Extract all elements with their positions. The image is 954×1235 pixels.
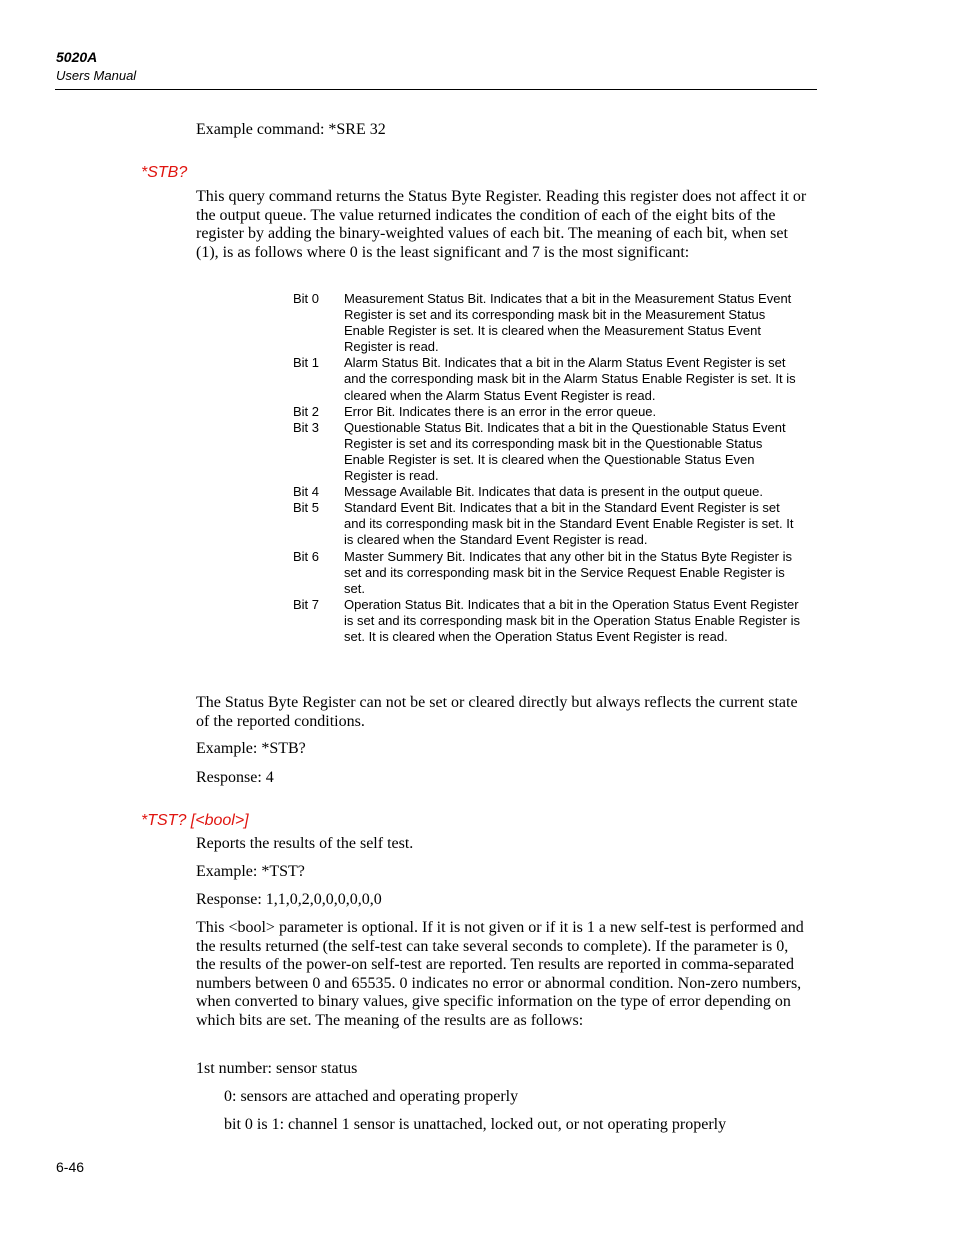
stb-note: The Status Byte Register can not be set or cleared directly but always reflects the current state of the reported conditions.: [196, 694, 798, 730]
bit-description: Questionable Status Bit. Indicates that a bit in the Questionable Status Event Register is set and its corresponding mask bit in the Questionable Status Enable Register is set. It is cleared when the Questionable Status Even Register is read.: [344, 419, 786, 484]
bit-description: Alarm Status Bit. Indicates that a bit in the Alarm Status Event Register is set and the corresponding mask bit in the Alarm Status Enable Register is set. It is cleared when the Alarm Status Event Register is read.: [344, 355, 796, 403]
stb-response: Response: 4: [196, 769, 274, 786]
page-header-model: 5020A: [56, 49, 98, 65]
bit-item: [293, 597, 803, 645]
bit-item: [293, 404, 803, 420]
tst-sub-item-1: bit 0 is 1: channel 1 sensor is unattached, locked out, or not operating properly: [224, 1116, 727, 1133]
tst-intro: Reports the results of the self test.: [196, 835, 414, 852]
bit-description: Standard Event Bit. Indicates that a bit in the Standard Event Register is set and its corresponding mask bit in the Standard Event Enable Register is set. It is cleared when the Standard Event Register is read.: [344, 500, 794, 548]
bit-description: Operation Status Bit. Indicates that a bit in the Operation Status Event Register is set and its corresponding mask bit in the Operation Status Enable Register is set. It is cleared when the Operation Status Event Register is read.: [344, 596, 800, 644]
stb-intro: This query command returns the Status Byte Register. Reading this register does not affect it or the output queue. The value returned indicates the condition of each of the eight bits of the register by adding the binary-weighted values of each bit. The meaning of each bit, when set (1), is as follows where 0 is the least significant and 7 is the most significant:: [196, 188, 807, 261]
page-number: 6-46: [56, 1159, 85, 1175]
stb-example: Example: *STB?: [196, 740, 306, 757]
bit-item: [293, 484, 803, 500]
sre-example: Example command: *SRE 32: [196, 121, 386, 138]
bit-description: Error Bit. Indicates there is an error in the error queue.: [344, 403, 657, 419]
tst-heading: *TST? [<bool>]: [141, 812, 249, 829]
bit-item: [293, 549, 803, 597]
bit-item: [293, 355, 803, 403]
bit-label: Bit 4: [293, 484, 320, 500]
bit-description: Measurement Status Bit. Indicates that a bit in the Measurement Status Event Register is set and its corresponding mask bit in the Measurement Status Enable Register is set. It is cleared when the Measurement Status Event Register is read.: [344, 291, 792, 355]
stb-heading: *STB?: [141, 164, 188, 181]
bit-label: Bit 5: [293, 500, 320, 516]
bit-label: Bit 1: [293, 355, 320, 371]
bit-description: Master Summery Bit. Indicates that any other bit in the Status Byte Register is set and its corresponding mask bit in the Service Request Enable Register is set.: [344, 548, 792, 596]
tst-description: This <bool> parameter is optional. If it is not given or if it is 1 a new self-test is performed and the results returned (the self-test can take several seconds to complete). If the parameter is 0, the results of the power-on self-test are reported. Ten results are reported in comma-separated numbers between 0 and 65535. 0 indicates no error or abnormal condition. Non-zero numbers, when converted to binary values, give specific information on the type of error depending on which bits are set. The meaning of the results are as follows:: [196, 919, 804, 1029]
bit-item: [293, 500, 803, 548]
tst-example: Example: *TST?: [196, 863, 305, 880]
bit-item: [293, 420, 803, 484]
bit-label: Bit 7: [293, 596, 320, 612]
bit-label: Bit 6: [293, 548, 320, 564]
bit-label: Bit 3: [293, 419, 320, 435]
stb-bit-list: [293, 291, 803, 645]
header-rule: [55, 89, 817, 90]
tst-response: Response: 1,1,0,2,0,0,0,0,0,0: [196, 891, 382, 908]
bit-label: Bit 0: [293, 291, 320, 306]
tst-sub-item-0: 0: sensors are attached and operating properly: [224, 1088, 519, 1105]
bit-description: Message Available Bit. Indicates that data is present in the output queue.: [344, 484, 763, 500]
page-header-subtitle: Users Manual: [56, 68, 137, 83]
tst-first-number: 1st number: sensor status: [196, 1060, 358, 1077]
bit-label: Bit 2: [293, 403, 320, 419]
bit-item: [293, 291, 803, 355]
